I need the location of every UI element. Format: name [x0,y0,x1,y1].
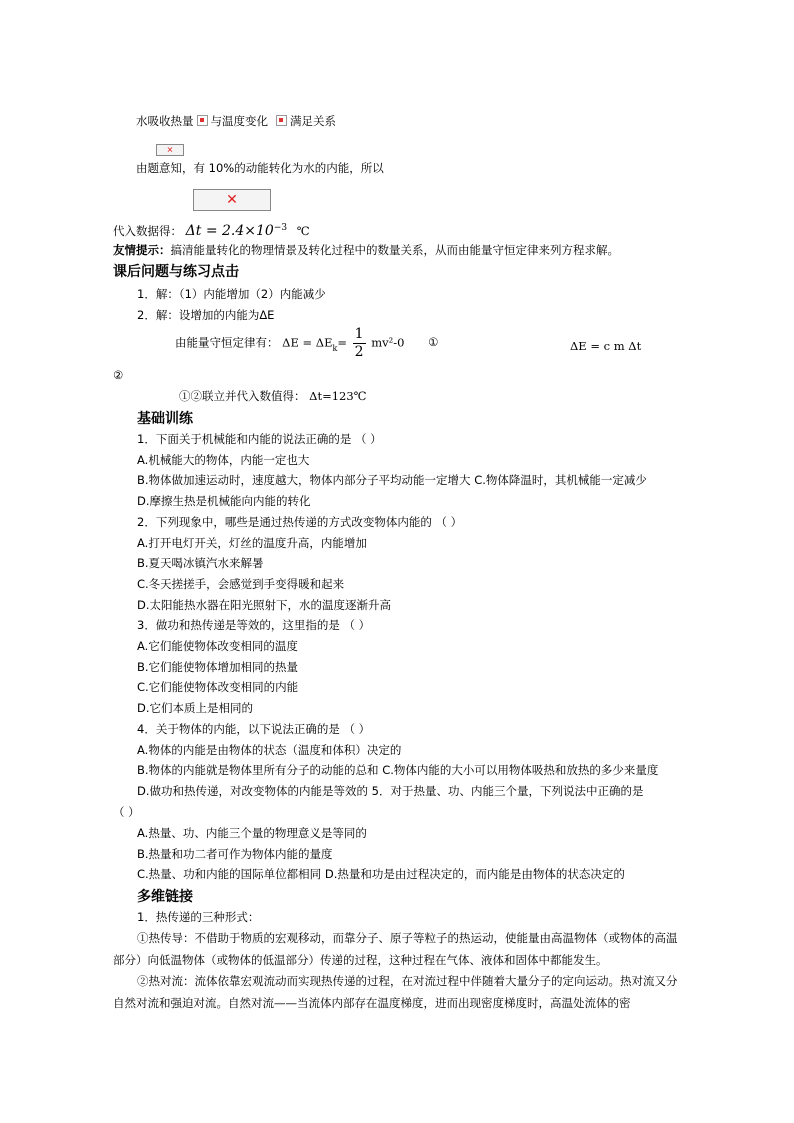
broken-image-icon [276,115,287,126]
basic-question-line: D.太阳能热水器在阳光照射下，水的温度逐渐升高 [137,597,392,612]
circle-two: ② [113,368,124,382]
basic-question-line: D.做功和热传递，对改变物体的内能是等效的 5．对于热量、功、内能三个量，下列说法中正确的是 [137,783,644,798]
missing-formula-icon: ✕ [156,144,184,156]
basic-question-line: 2．下列现象中，哪些是通过热传递的方式改变物体内能的 （ ） [137,514,463,529]
delta-t-formula: Δt = 2.4×10 [185,223,274,239]
substitute-label: 代入数据得： [113,224,182,238]
basic-question-line: A.物体的内能是由物体的状态（温度和体积）决定的 [137,742,402,757]
basic-question-line: C.它们能使物体改变相同的内能 [137,680,299,695]
basic-question-line: 1．下面关于机械能和内能的说法正确的是 （ ） [137,432,382,446]
question-5-option: A.热量、功、内能三个量的物理意义是等同的 [137,826,367,840]
equation-rhs: mv²-0 [371,335,405,350]
question-5-option: C.热量、功和内能的国际单位都相同 D.热量和功是由过程决定的，而内能是由物体的状态决定的 [137,867,625,882]
link-item-1: 1．热传递的三种形式： [137,910,260,924]
energy-equation [175,326,438,361]
equation-2: ΔE = c m Δt [570,339,642,353]
delta-t-exponent: −3 [273,223,288,234]
solution-line-1 [136,115,336,129]
question-5-option: B.热量和功二者可作为物体内能的量度 [137,846,333,861]
basic-question-line: A.机械能大的物体，内能一定也大 [137,452,310,467]
combined-result: ①②联立并代入数值得： Δt=123℃ [179,389,367,403]
paragraph-heat-convection: ②热对流：流体依靠宏观流动而实现热传递的过程，在对流过程中伴随着大量分子的定向运动。热对流又分自然对流和强迫对流。自然对流——当流体内部存在温度梯度，进而出现密度梯度时，高温处流体的密 [113,974,678,1010]
basic-question-line: A.它们能使物体改变相同的温度 [137,639,298,653]
half-fraction [353,326,366,361]
basic-question-line: B.它们能使物体增加相同的热量 [137,659,299,674]
equation-lhs: ΔE = ΔE [282,335,333,350]
paragraph-heat-conduction: ①热传导：不借助于物质的宏观移动，而靠分子、原子等粒子的热运动，使能量由高温物体（或物体的高温部分）向低温物体（或物体的低温部分）传递的过程，这种过程在气体、液体和固体中都能发生。 [113,931,678,967]
answer-1: 1．解：（1）内能增加（2）内能减少 [137,287,326,301]
solution-line-1-a: 水吸收热量 [136,114,194,128]
fraction-numerator: 1 [354,326,364,342]
circle-one: ① [428,335,439,350]
missing-formula-icon: ✕ [193,189,271,211]
broken-image-icon [197,115,208,126]
equation-equals: = [337,335,348,350]
solution-line-1-b: 与温度变化 [210,114,268,128]
question-5-paren: （ ） [113,805,140,819]
basic-question-line: D.它们本质上是相同的 [137,701,254,716]
solution-line-3 [113,223,310,240]
equation-label: 由能量守恒定律有： [175,335,279,350]
basic-question-line: 4．关于物体的内能，以下说法正确的是 （ ） [137,721,371,736]
equation-subscript: k [332,343,338,353]
basic-question-line: 3．做功和热传递是等效的，这里指的是 （ ） [137,618,371,633]
tip-label: 友情提示： [113,243,171,257]
fraction-denominator: 2 [354,343,364,360]
basic-question-line: D.摩擦生热是机械能向内能的转化 [137,494,311,509]
section-heading-after-class: 课后问题与练习点击 [113,264,239,280]
tip-text: 搞清能量转化的物理情景及转化过程中的数量关系，从而由能量守恒定律来列方程求解。 [170,243,619,257]
delta-t-unit: ℃ [296,224,310,238]
basic-question-line: A.打开电灯开关，灯丝的温度升高，内能增加 [137,535,367,550]
answer-2: 2．解：设增加的内能为ΔE [137,308,275,322]
basic-question-line: B.夏天喝冰镇汽水来解暑 [137,556,264,571]
friendly-tip [113,244,619,258]
section-heading-multi-links: 多维链接 [137,889,193,905]
solution-line-1-c: 满足关系 [290,114,336,128]
basic-question-line: B.物体做加速运动时，速度越大，物体内部分子平均动能一定增大 C.物体降温时，其机械能一定减少 [137,473,647,488]
section-heading-basic-training: 基础训练 [137,411,193,427]
solution-line-2: 由题意知，有 10%的动能转化为水的内能，所以 [136,161,384,175]
basic-question-line: B.物体的内能就是物体里所有分子的动能的总和 C.物体内能的大小可以用物体吸热和放热的多少来量度 [137,763,659,778]
basic-question-line: C.冬天搓搓手，会感觉到手变得暖和起来 [137,576,345,591]
